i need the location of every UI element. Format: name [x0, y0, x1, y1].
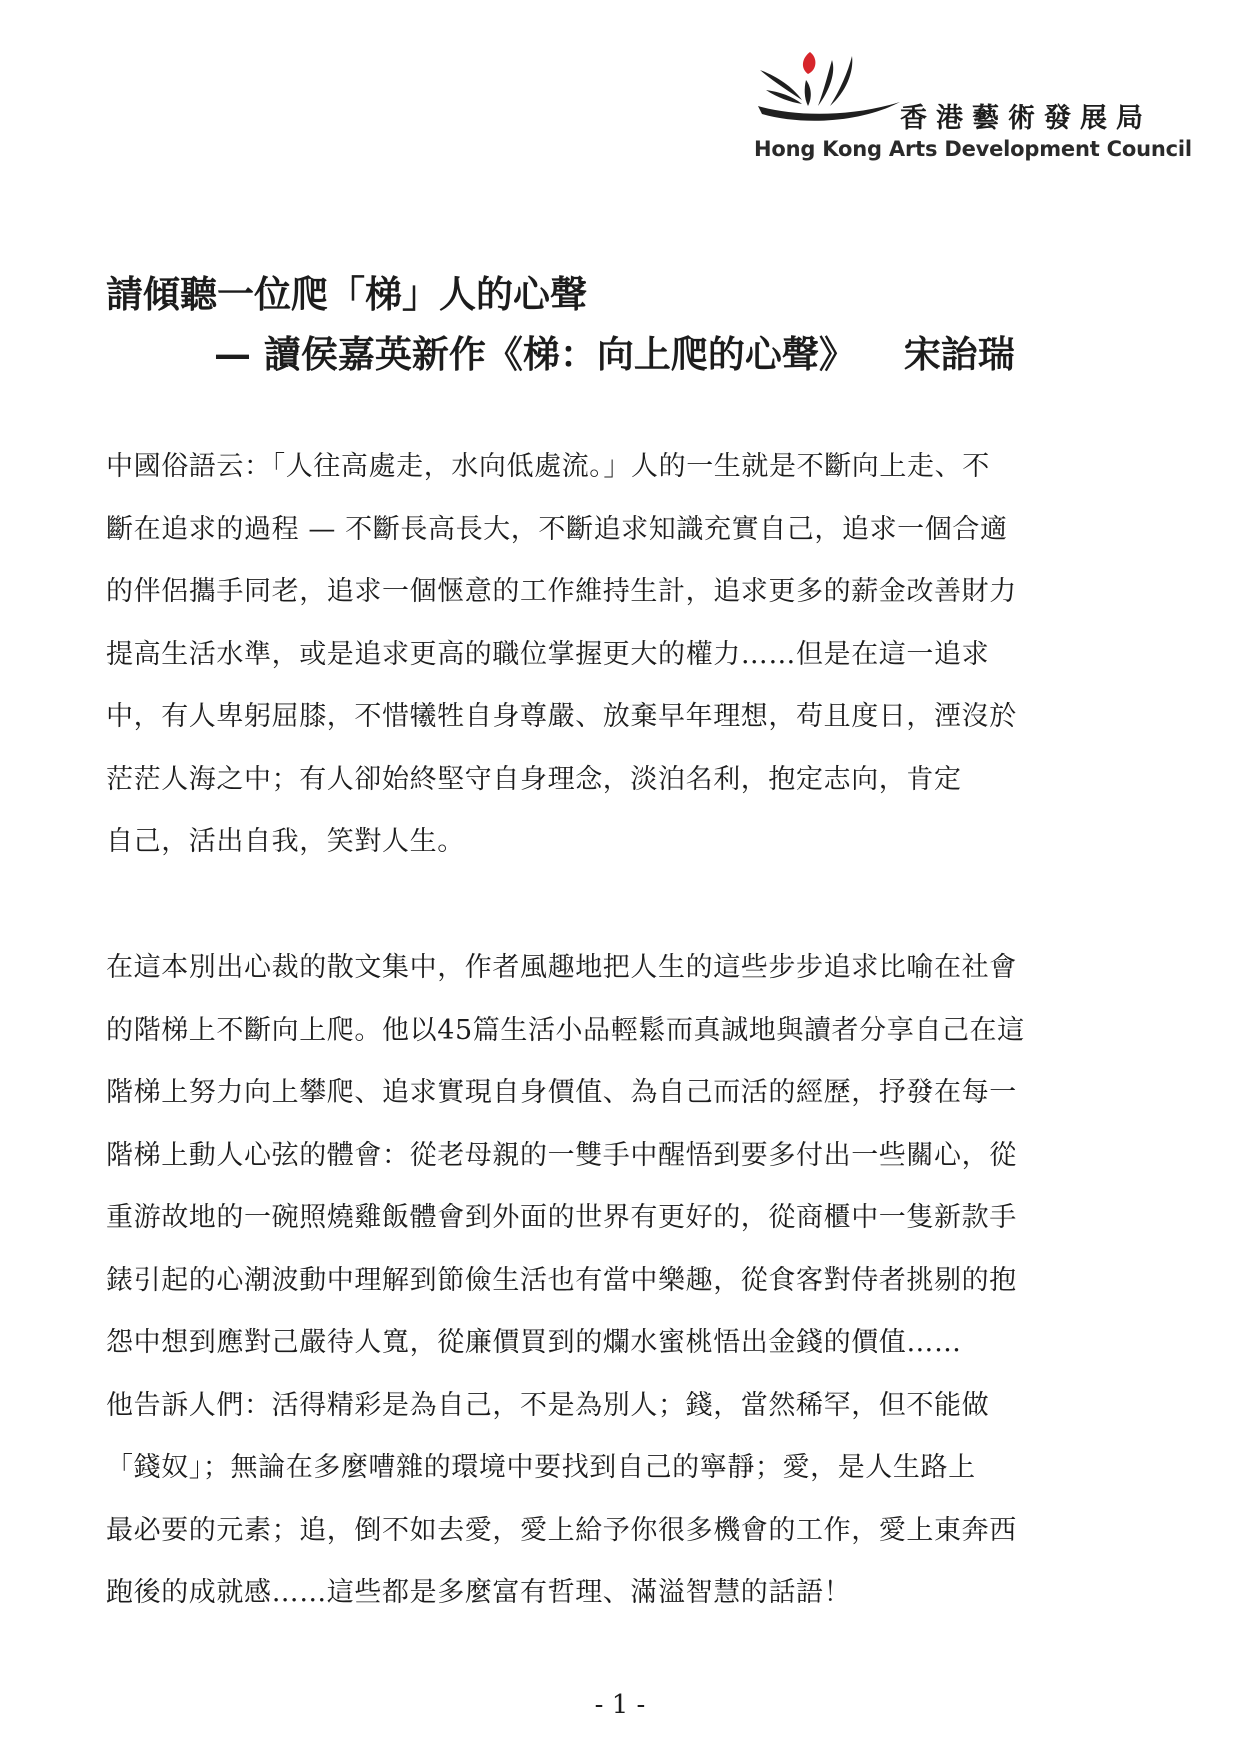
- article-title: 請傾聽一位爬「梯」人的心聲: [106, 272, 587, 316]
- logo-chinese-name: 香港藝術發展局: [900, 103, 1152, 134]
- paragraph-line: 的階梯上不斷向上爬。他以45篇生活小品輕鬆而真誠地與讀者分享自己在這: [106, 1014, 1025, 1046]
- paragraph-line: 自己，活出自我，笑對人生。: [106, 826, 465, 857]
- paragraph-line: 跑後的成就感……這些都是多麼富有哲理、滿溢智慧的話語！: [106, 1577, 852, 1608]
- paragraph-line: 階梯上努力向上攀爬、追求實現自身價值、為自己而活的經歷，抒發在每一: [106, 1077, 1017, 1108]
- paragraph-line: 他告訴人們：活得精彩是為自己，不是為別人；錢，當然稀罕，但不能做: [106, 1389, 990, 1421]
- paragraph-line: 中，有人卑躬屈膝，不惜犧牲自身尊嚴、放棄早年理想，苟且度日，湮沒於: [106, 701, 1017, 732]
- paragraph-line: 錶引起的心潮波動中理解到節儉生活也有當中樂趣，從食客對侍者挑剔的抱: [106, 1264, 1017, 1296]
- paragraph-2: [106, 937, 1146, 1625]
- logo-petal: [803, 52, 816, 74]
- paragraph-line: 提高生活水準，或是追求更高的職位掌握更大的權力……但是在這一追求: [106, 638, 990, 670]
- page-number: - 1 -: [594, 1690, 646, 1720]
- paragraph-line: 階梯上動人心弦的體會：從老母親的一雙手中醒悟到要多付出一些關心，從: [106, 1139, 1017, 1171]
- author-name: 宋詒瑞: [903, 332, 1015, 376]
- hkadc-logo: [752, 50, 1192, 170]
- paragraph-line: 怨中想到應對己嚴待人寬，從廉價買到的爛水蜜桃悟出金錢的價值……: [106, 1327, 962, 1358]
- paragraph-line: 「錢奴」；無論在多麼嘈雜的環境中要找到自己的寧靜；愛，是人生路上: [106, 1452, 976, 1483]
- subtitle-text: — 讀侯嘉英新作《梯：向上爬的心聲》: [214, 332, 856, 376]
- hkadc-logo-mark-icon: [752, 50, 902, 130]
- paragraph-line: 斷在追求的過程 — 不斷長高長大，不斷追求知識充實自己，追求一個合適: [106, 513, 1008, 545]
- paragraph-line: 重游故地的一碗照燒雞飯體會到外面的世界有更好的，從商櫃中一隻新款手: [106, 1202, 1017, 1233]
- logo-english-name: Hong Kong Arts Development Council: [754, 137, 1192, 161]
- paragraph-line: 茫茫人海之中；有人卻始終堅守自身理念，淡泊名利，抱定志向，肯定: [106, 763, 962, 795]
- paragraph-line: 的伴侶攜手同老，追求一個愜意的工作維持生計，追求更多的薪金改善財力: [106, 576, 1017, 607]
- article-subtitle: [214, 328, 1015, 380]
- paragraph-line: 中國俗語云：「人往高處走，水向低處流。」人的一生就是不斷向上走、不: [106, 451, 990, 482]
- paragraph-line: 最必要的元素；追，倒不如去愛，愛上給予你很多機會的工作，愛上東奔西: [106, 1514, 1017, 1546]
- paragraph-1: [106, 436, 1146, 874]
- paragraph-line: 在這本別出心裁的散文集中，作者風趣地把人生的這些步步追求比喻在社會: [106, 952, 1017, 983]
